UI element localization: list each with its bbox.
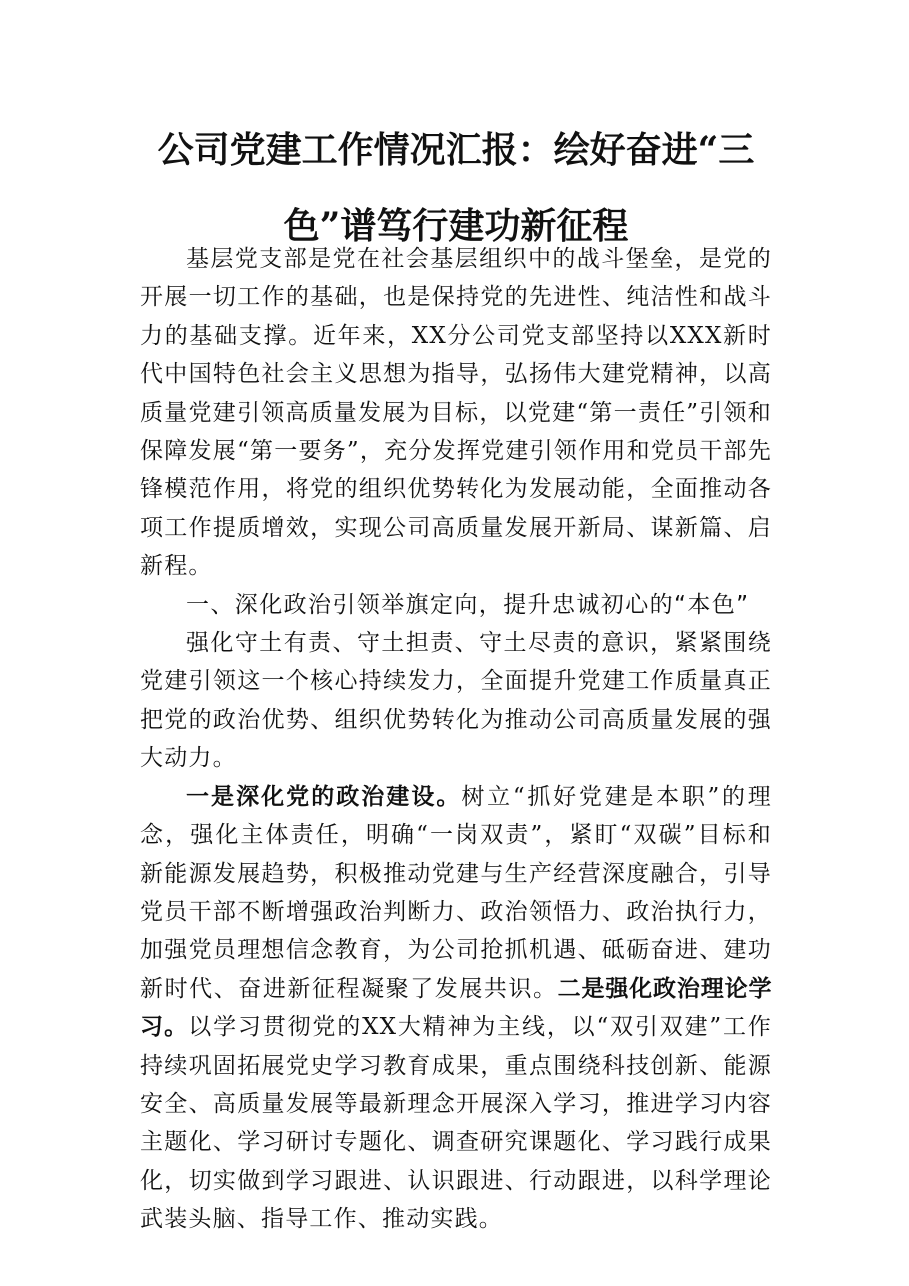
intro-paragraph: 基层党支部是党在社会基层组织中的战斗堡垒，是党的开展一切工作的基础，也是保持党的先进性、纯洁性和战斗力的基础支撑。近年来，XX分公司党支部坚持以XXX新时代中国特色社会主义思想为指导，弘扬伟大建党精神，以高质量党建引领高质量发展为目标，以党建“第一责任”引领和保障发展“第一要务”，充分发挥党建引领作用和党员干部先锋模范作用，将党的组织优势转化为发展动能，全面推动各项工作提质增效，实现公司高质量发展开新局、谋新篇、启新程。 (140, 246, 772, 580)
document-title: 公司党建工作情况汇报：绘好奋进“三色”谱笃行建功新征程 (157, 129, 755, 247)
item1-text: 树立“抓好党建是本职”的理念，强化主体责任，明确“一岗双责”，紧盯“双碳”目标和新能源发展趋势，积极推动党建与生产经营深度融合，引导党员干部不断增强政治判断力、政治领悟力、政治执行力，加强党员理想信念教育，为公司抢抓机遇、砥砺奋进、建功新时代、奋进新征程凝聚了发展共识。 (140, 783, 772, 1002)
document-body (140, 240, 772, 1239)
item1-lead: 一是深化党的政治建设。 (186, 783, 462, 810)
section-summary-paragraph: 强化守土有责、守土担责、守土尽责的意识，紧紧围绕党建引领这一个核心持续发力，全面提升党建工作质量真正把党的政治优势、组织优势转化为推动公司高质量发展的强大动力。 (140, 630, 772, 772)
item2-lead: 二是强化政治理论学习。 (140, 975, 773, 1041)
section-items-paragraph (140, 778, 772, 1239)
section-heading: 一、深化政治引领举旗定向，提升忠诚初心的“本色” (186, 591, 750, 618)
item2-text: 以学习贯彻党的XX大精神为主线，以“双引双建”工作持续巩固拓展党史学习教育成果，重点围绕科技创新、能源安全、高质量发展等最新理念开展深入学习，推进学习内容主题化、学习研讨专题化、调查研究课题化、学习践行成果化，切实做到学习跟进、认识跟进、行动跟进，以科学理论武装头脑、指导工作、推动实践。 (140, 1014, 773, 1233)
